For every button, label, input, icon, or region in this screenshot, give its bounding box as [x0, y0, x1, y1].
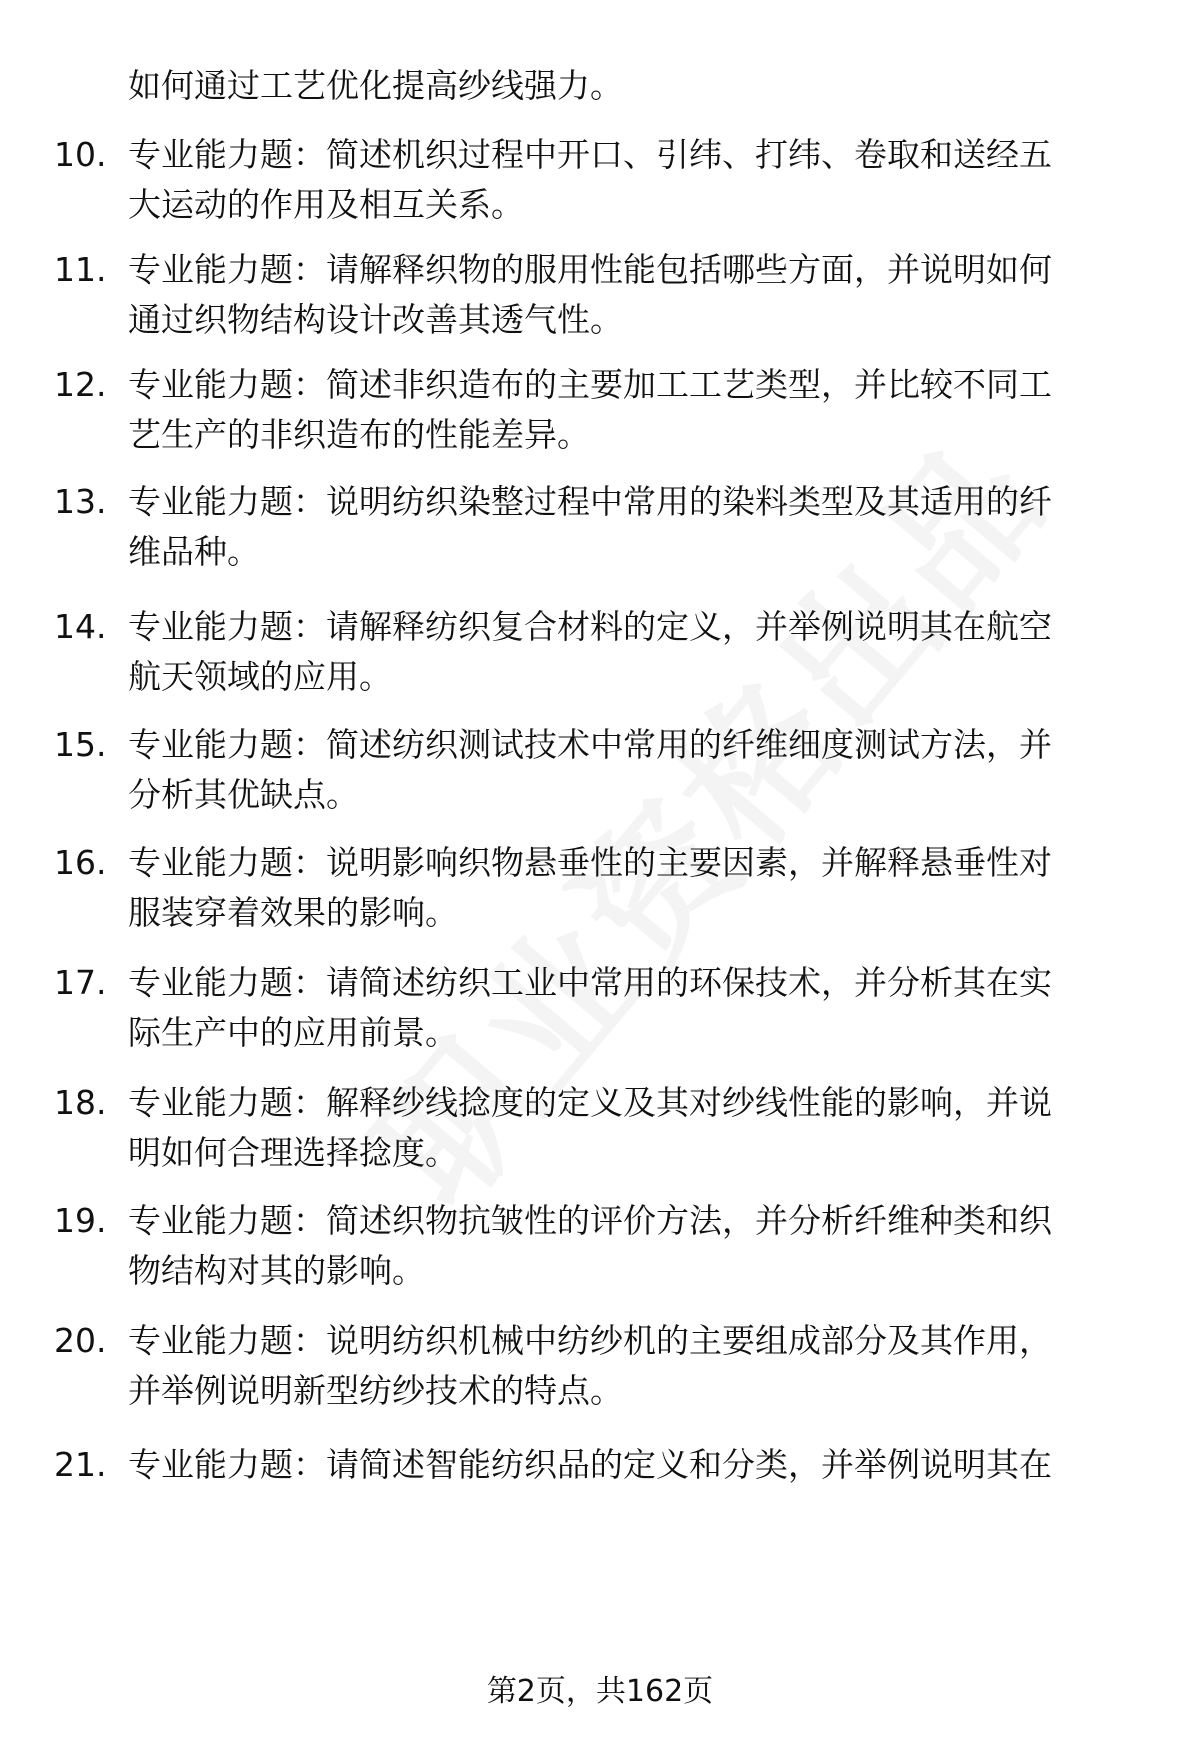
question-item — [0, 958, 1200, 1058]
question-text-line-1: 专业能力题：简述机织过程中开口、引纬、打纬、卷取和送经五 — [128, 135, 1052, 174]
question-text-line-2: 通过织物结构设计改善其透气性。 — [128, 300, 623, 339]
question-item — [0, 1316, 1200, 1416]
question-text-line-1: 专业能力题：请解释织物的服用性能包括哪些方面，并说明如何 — [128, 250, 1052, 289]
question-item — [0, 477, 1200, 577]
question-number: 12. — [54, 365, 107, 404]
question-number: 10. — [54, 135, 107, 174]
question-text-line-2: 艺生产的非织造布的性能差异。 — [128, 415, 590, 454]
question-text-line-2: 服装穿着效果的影响。 — [128, 893, 458, 932]
question-text-line-2: 明如何合理选择捻度。 — [128, 1133, 458, 1172]
question-item — [0, 130, 1200, 230]
question-item — [0, 602, 1200, 702]
question-number: 18. — [54, 1083, 107, 1122]
question-number: 17. — [54, 963, 107, 1002]
question-item — [0, 245, 1200, 345]
question-text-line-1: 专业能力题：请简述智能纺织品的定义和分类，并举例说明其在 — [128, 1445, 1052, 1484]
question-number: 19. — [54, 1201, 107, 1240]
question-number: 20. — [54, 1321, 107, 1360]
question-number: 21. — [54, 1445, 107, 1484]
question-text-line-2: 际生产中的应用前景。 — [128, 1013, 458, 1052]
question-text-line-2: 并举例说明新型纺纱技术的特点。 — [128, 1371, 623, 1410]
question-text-line-2: 维品种。 — [128, 532, 260, 571]
page-footer: 第2页，共162页 — [486, 1674, 714, 1709]
question-text-line-2: 航天领域的应用。 — [128, 657, 392, 696]
question-item — [0, 360, 1200, 460]
question-number: 11. — [54, 250, 107, 289]
question-text-line-2: 大运动的作用及相互关系。 — [128, 185, 524, 224]
question-item — [0, 838, 1200, 938]
question-text-line-1: 专业能力题：简述织物抗皱性的评价方法，并分析纤维种类和织 — [128, 1201, 1052, 1240]
question-item — [0, 720, 1200, 820]
question-item — [0, 1078, 1200, 1178]
question-number: 14. — [54, 607, 107, 646]
question-text-line-1: 专业能力题：简述非织造布的主要加工工艺类型，并比较不同工 — [128, 365, 1052, 404]
question-text-line-1: 专业能力题：请简述纺织工业中常用的环保技术，并分析其在实 — [128, 963, 1052, 1002]
question-text-line-1: 专业能力题：解释纱线捻度的定义及其对纱线性能的影响，并说 — [128, 1083, 1052, 1122]
question-number: 13. — [54, 482, 107, 521]
question-text-line-1: 专业能力题：说明纺织染整过程中常用的染料类型及其适用的纤 — [128, 482, 1052, 521]
question-text-line-2: 物结构对其的影响。 — [128, 1251, 425, 1290]
question-number: 16. — [54, 843, 107, 882]
question-text-line-1: 专业能力题：说明纺织机械中纺纱机的主要组成部分及其作用， — [128, 1321, 1052, 1360]
question-text-line-1: 专业能力题：说明影响织物悬垂性的主要因素，并解释悬垂性对 — [128, 843, 1052, 882]
question-item — [0, 1196, 1200, 1296]
continuation-line: 如何通过工艺优化提高纱线强力。 — [128, 66, 623, 105]
question-text-line-2: 分析其优缺点。 — [128, 775, 359, 814]
question-text-line-1: 专业能力题：简述纺织测试技术中常用的纤维细度测试方法，并 — [128, 725, 1052, 764]
question-item — [0, 1440, 1200, 1540]
question-number: 15. — [54, 725, 107, 764]
question-text-line-1: 专业能力题：请解释纺织复合材料的定义，并举例说明其在航空 — [128, 607, 1052, 646]
